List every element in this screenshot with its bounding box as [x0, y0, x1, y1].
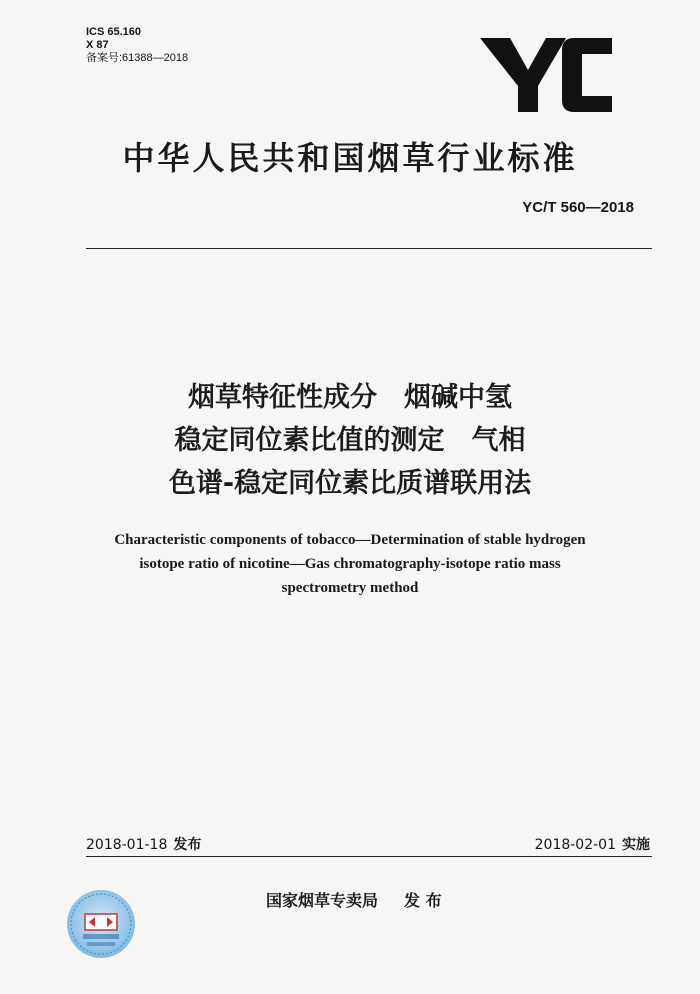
chinese-title-line-1: 烟草特征性成分 烟碱中氢 — [188, 382, 512, 413]
issue-label: 发布 — [173, 837, 202, 853]
english-title — [0, 528, 700, 600]
chinese-title-line-2: 稳定同位素比值的测定 气相 — [174, 425, 526, 456]
standard-number: YC/T 560—2018 — [522, 199, 634, 216]
ics-code: ICS 65.160 — [86, 26, 142, 38]
english-title-line-1: Characteristic components of tobacco—Determination of stable hydrogen — [114, 532, 586, 548]
issue-date — [86, 834, 201, 854]
footer-divider — [86, 856, 652, 857]
implement-date-value: 2018-02-01 — [534, 837, 616, 853]
issue-date-value: 2018-01-18 — [86, 837, 168, 853]
english-title-line-3: spectrometry method — [281, 580, 419, 596]
issuer-publish-label: 发 布 — [404, 891, 442, 910]
issuing-authority — [266, 888, 442, 911]
english-title-line-2: isotope ratio of nicotine—Gas chromatography-isotope ratio mass — [139, 556, 561, 572]
implement-date — [535, 834, 650, 854]
filing-number: 备案号:61388—2018 — [86, 52, 189, 64]
yc-logo — [478, 36, 614, 114]
anti-counterfeit-seal-icon — [65, 888, 137, 960]
implement-label: 实施 — [622, 837, 650, 853]
chinese-title — [0, 376, 700, 505]
issuer-name: 国家烟草专卖局 — [266, 891, 379, 910]
org-title: 中华人民共和国烟草行业标准 — [122, 139, 578, 177]
chinese-title-line-3: 色谱-稳定同位素比质谱联用法 — [168, 468, 532, 499]
class-code: X 87 — [86, 39, 109, 51]
header-divider — [86, 248, 652, 249]
header-meta — [86, 26, 188, 65]
